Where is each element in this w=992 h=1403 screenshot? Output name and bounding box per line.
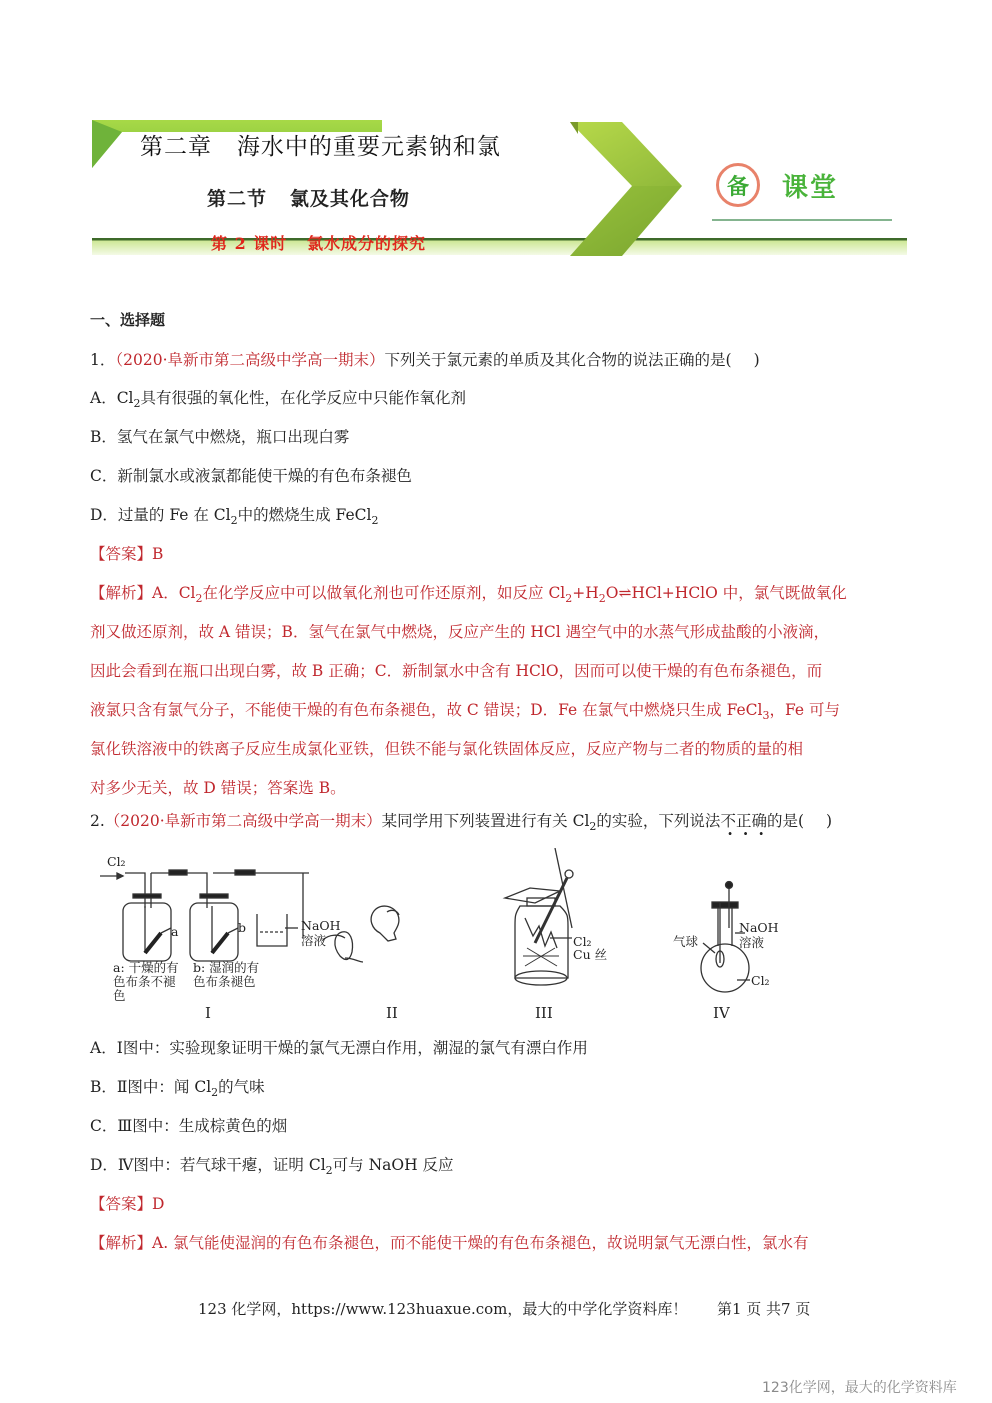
apparatus-figure (95, 848, 815, 1028)
analysis-1-line-2: 剂又做还原剂，故 A 错误；B．氢气在氯气中燃烧，反应产生的 HCl 遇空气中的水蒸气形成盐酸的小液滴， (90, 623, 830, 641)
figure-1-caption-a-1: a: 干燥的有 (113, 960, 179, 975)
option-text: 可与 NaOH 反应 (332, 1156, 454, 1174)
figure-numeral-4: IV (713, 1004, 730, 1022)
question-source: （2020·阜新市第二高级中学高一期末） (104, 812, 382, 830)
figure-1-caption-a-2: 色布条不褪 (113, 974, 176, 989)
analysis-1-line-5: 氯化铁溶液中的铁离子反应生成氯化亚铁，但铁不能与氯化铁固体反应，反应产物与二者的物质的量的相 (90, 740, 804, 758)
analysis-text: 液氯只含有氯气分子，不能使干燥的有色布条褪色，故 C 错误；D．Fe 在氯气中燃烧只生成 FeCl (90, 701, 763, 719)
emphasis-char: 不 (720, 812, 736, 830)
figure-1-label-b: b (238, 920, 247, 935)
option-text: A．Cl (90, 389, 134, 407)
figure-1-caption-b-2: 色布条褪色 (193, 974, 256, 989)
question-1-stem (90, 350, 760, 370)
page-footer (198, 1298, 810, 1319)
analysis-1-line-1 (90, 583, 847, 609)
question-number: 1． (90, 351, 116, 369)
figure-3-cl2-label: Cl₂ (573, 934, 592, 949)
section-heading: 一、选择题 (90, 311, 166, 329)
option-text: B．Ⅱ图中：闻 Cl (90, 1078, 212, 1096)
option-text: D．Ⅳ图中：若气球干瘪，证明 Cl (90, 1156, 326, 1174)
analysis-text: 【解析】A．Cl (90, 584, 196, 602)
figure-4-balloon-label: 气球 (673, 934, 699, 949)
subscript: 2 (325, 1164, 333, 1177)
analysis-text: +H (572, 584, 599, 602)
q2-option-a[interactable]: A．Ⅰ图中：实验现象证明干燥的氯气无漂白作用，潮湿的氯气有漂白作用 (90, 1039, 588, 1057)
bracket-close: ) (826, 812, 833, 830)
figure-2-smelling (323, 906, 399, 962)
figure-1-naoh-label: NaOH (301, 918, 341, 933)
emphasis-char: 正 (735, 812, 752, 830)
q2-option-b[interactable] (90, 1077, 265, 1103)
footer-site[interactable]: 123 化学网，https://www.123huaxue.com，最大的中学化学资料库！ (198, 1300, 688, 1318)
answer-label: 【答案】 (90, 545, 153, 563)
option-d[interactable] (90, 505, 378, 531)
figure-4-cl2-label: Cl₂ (751, 973, 770, 988)
figure-1-caption-b-1: b: 湿润的有 (193, 960, 260, 975)
option-c[interactable]: C．新制氯水或液氯都能使干燥的有色布条褪色 (90, 467, 412, 485)
analysis-text: 在化学反应中可以做氧化剂也可作还原剂，如反应 Cl (202, 584, 566, 602)
figure-1-solution-label: 溶液 (301, 933, 327, 948)
question-text: 的实验，下列说法 (596, 812, 721, 830)
lesson-title: 第 2 课时 氯水成分的探究 (211, 234, 426, 253)
analysis-1-line-3: 因此会看到在瓶口出现白雾，故 B 正确；C．新制氯水中含有 HClO，因而可以使干燥的有色布条褪色，而 (90, 662, 823, 680)
answer-2 (90, 1194, 164, 1214)
q2-option-d[interactable] (90, 1155, 454, 1181)
analysis-text: ，Fe 可与 (769, 701, 840, 719)
figure-numeral-1: I (205, 1004, 211, 1022)
subscript: 2 (211, 1086, 219, 1099)
analysis-1-line-4 (90, 700, 840, 726)
subscript: 2 (598, 592, 606, 605)
option-text: 中的燃烧生成 FeCl (237, 506, 372, 524)
analysis-text: O⇌HCl+HClO 中，氯气既做氧化 (605, 584, 847, 602)
subscript: 2 (371, 514, 379, 527)
chapter-title: 第二章 海水中的重要元素钠和氯 (140, 134, 501, 160)
question-text: 的是( (766, 812, 805, 830)
subscript: 2 (565, 592, 573, 605)
section-title: 第二节 氯及其化合物 (207, 188, 410, 210)
brand-logo (716, 163, 866, 209)
question-2-stem (90, 811, 832, 837)
answer-value: D (152, 1195, 165, 1213)
watermark: 123化学网，最大的化学资料库 (762, 1380, 957, 1396)
analysis-2-line-1: 【解析】A. 氯气能使湿润的有色布条褪色，而不能使干燥的有色布条褪色，故说明氯气无漂白性，氯水有 (90, 1234, 809, 1252)
analysis-1-line-6: 对多少无关，故 D 错误；答案选 B。 (90, 779, 346, 797)
arrow-head (117, 873, 123, 879)
chevron-top (570, 122, 682, 186)
question-number: 2. (90, 812, 105, 830)
subscript: 2 (195, 592, 203, 605)
emphasis-char: 确 (751, 812, 767, 830)
answer-1 (90, 544, 163, 564)
apparatus-drawing (95, 848, 815, 1028)
figure-4-solution-label: 溶液 (739, 935, 765, 950)
option-text: 具有很强的氧化性，在化学反应中只能作氧化剂 (140, 389, 467, 407)
figure-1-caption-a-3: 色 (113, 988, 126, 1003)
figure-1-label-a: a (171, 924, 179, 939)
figure-1-cl2-label: Cl₂ (107, 854, 126, 869)
brand-circle-badge: 备 (716, 163, 760, 207)
figure-numeral-3: III (535, 1004, 553, 1022)
answer-value: B (152, 545, 164, 563)
brand-text: 课堂 (782, 173, 839, 203)
question-text: 某同学用下列装置进行有关 Cl (381, 812, 590, 830)
subscript: 2 (230, 514, 238, 527)
subscript: 3 (762, 709, 770, 722)
figure-numeral-2: II (386, 1004, 398, 1022)
subscript: 2 (589, 820, 597, 833)
option-b[interactable]: B．氢气在氯气中燃烧，瓶口出现白雾 (90, 428, 350, 446)
subscript: 2 (133, 397, 141, 410)
q2-option-c[interactable]: C．Ⅲ图中：生成棕黄色的烟 (90, 1117, 288, 1135)
option-text: D．过量的 Fe 在 Cl (90, 506, 231, 524)
figure-4-naoh-label: NaOH (739, 920, 779, 935)
question-source: （2020·阜新市第二高级中学高一期末） (115, 351, 385, 369)
page-number: 第1 页 共7 页 (716, 1300, 811, 1318)
option-a[interactable] (90, 388, 466, 414)
figure-1-gas-bottles (100, 870, 309, 961)
bracket-close: ) (753, 351, 760, 369)
option-text: 的气味 (218, 1078, 265, 1096)
figure-3-copper-burning (505, 848, 573, 985)
figure-3-cu-label: Cu 丝 (573, 947, 608, 962)
question-text: 下列关于氯元素的单质及其化合物的说法正确的是( (384, 351, 732, 369)
answer-label: 【答案】 (90, 1195, 153, 1213)
